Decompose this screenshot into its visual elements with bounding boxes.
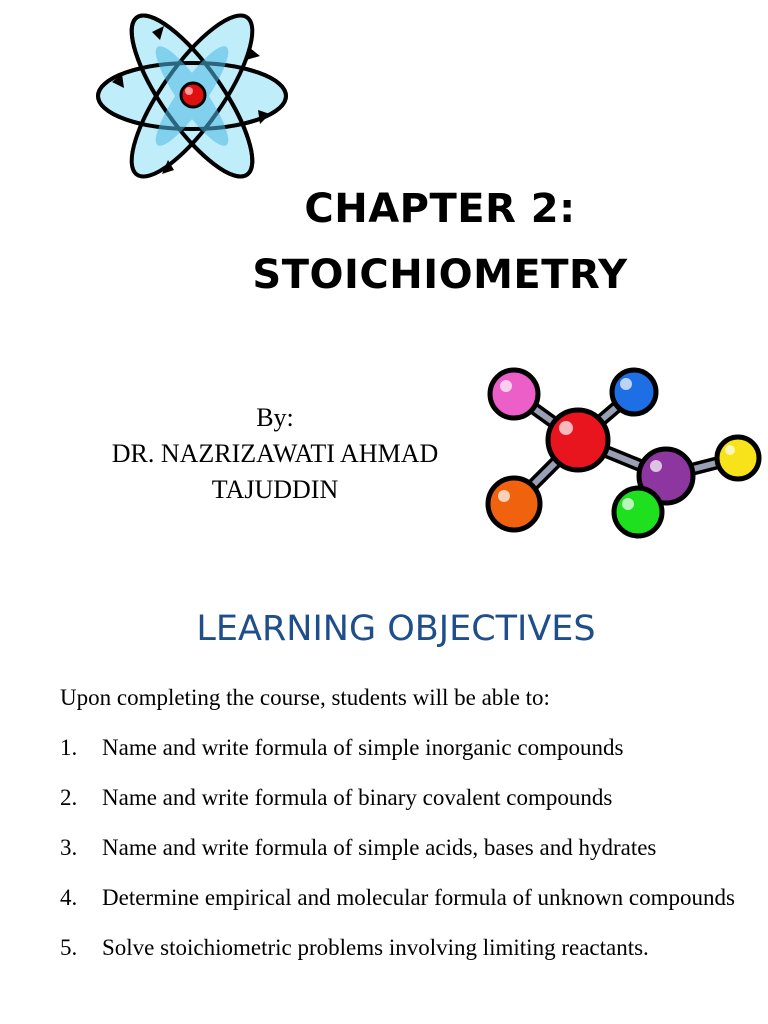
by-label: By: [256,403,294,432]
objectives-list [60,733,750,983]
learning-objectives-heading: LEARNING OBJECTIVES [196,609,596,649]
author-name-line2: TAJUDDIN [211,475,339,504]
objective-number: 1. [60,735,78,760]
author-block [60,400,490,508]
list-item [60,883,750,913]
objectives-intro: Upon completing the course, students will be able to: [60,685,550,710]
chapter-title-line1: CHAPTER 2: [304,186,576,232]
author-name-line1: DR. NAZRIZAWATI AHMAD [111,439,439,468]
list-item [60,733,750,763]
atom-icon [92,0,292,196]
objective-text: Determine empirical and molecular formula of unknown compounds [102,885,735,910]
objective-number: 5. [60,935,78,960]
objective-number: 2. [60,785,78,810]
list-item [60,783,750,813]
objective-number: 3. [60,835,78,860]
objective-number: 4. [60,885,78,910]
objective-text: Name and write formula of simple acids, bases and hydrates [102,835,657,860]
list-item [60,933,750,963]
chapter-title [190,176,690,308]
list-item [60,833,750,863]
objective-text: Name and write formula of simple inorganic compounds [102,735,624,760]
chapter-title-line2: STOICHIOMETRY [252,252,628,298]
objective-text: Solve stoichiometric problems involving limiting reactants. [102,935,649,960]
molecule-icon [478,358,768,550]
objective-text: Name and write formula of binary covalent compounds [102,785,613,810]
